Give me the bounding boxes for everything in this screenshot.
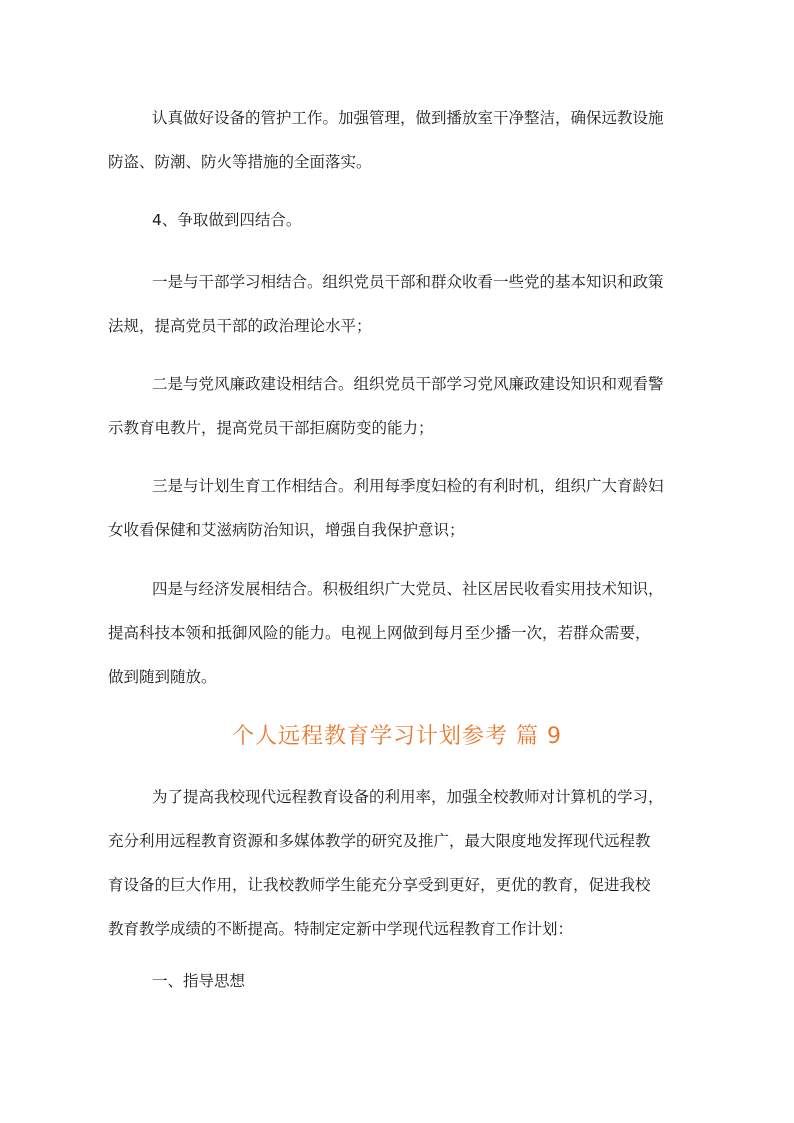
paragraph-line: 为了提高我校现代远程教育设备的利用率，加强全校教师对计算机的学习， <box>152 788 664 806</box>
paragraph-line: 教育教学成绩的不断提高。特制定定新中学现代远程教育工作计划： <box>108 920 574 938</box>
paragraph-line: 认真做好设备的管护工作。加强管理，做到播放室干净整洁，确保远教设施 <box>152 109 664 127</box>
heading-guiding-ideology <box>108 959 688 1003</box>
paragraph-line: 提高科技本领和抵御风险的能力。电视上网做到每月至少播一次，若群众需要， <box>108 624 651 642</box>
paragraph-line: 四是与经济发展相结合。积极组织广大党员、社区居民收看实用技术知识， <box>152 580 664 598</box>
paragraph-line: 育设备的巨大作用，让我校教师学生能充分享受到更好，更优的教育，促进我校 <box>108 876 651 894</box>
paragraph-line: 三是与计划生育工作相结合。利用每季度妇检的有利时机，组织广大育龄妇 <box>152 477 664 495</box>
paragraph-line: 女收看保健和艾滋病防治知识，增强自我保护意识； <box>108 521 465 539</box>
section-title: 个人远程教育学习计划参考 篇 9 <box>232 724 562 749</box>
paragraph-line: 一、指导思想 <box>152 972 246 990</box>
paragraph-line: 示教育电教片，提高党员干部拒腐防变的能力； <box>108 419 434 437</box>
paragraph-cadre-study <box>108 260 688 348</box>
paragraph-clean-governance <box>108 362 688 450</box>
paragraph-line: 法规，提高党员干部的政治理论水平； <box>108 317 372 335</box>
paragraph-line: 4、争取做到四结合。 <box>152 211 302 229</box>
paragraph-line: 防盗、防潮、防火等措施的全面落实。 <box>108 153 372 171</box>
paragraph-line: 做到随到随放。 <box>108 668 217 686</box>
paragraph-family-planning <box>108 464 688 552</box>
paragraph-line: 二是与党风廉政建设相结合。组织党员干部学习党风廉政建设知识和观看警 <box>152 375 664 393</box>
paragraph-economic-development <box>108 567 688 699</box>
paragraph-line: 一是与干部学习相结合。组织党员干部和群众收看一些党的基本知识和政策 <box>152 273 664 291</box>
paragraph-four-combinations <box>108 198 688 242</box>
paragraph-plan-intro <box>108 775 688 951</box>
paragraph-equipment-care <box>108 96 688 184</box>
paragraph-line: 充分利用远程教育资源和多媒体教学的研究及推广，最大限度地发挥现代远程教 <box>108 832 651 850</box>
